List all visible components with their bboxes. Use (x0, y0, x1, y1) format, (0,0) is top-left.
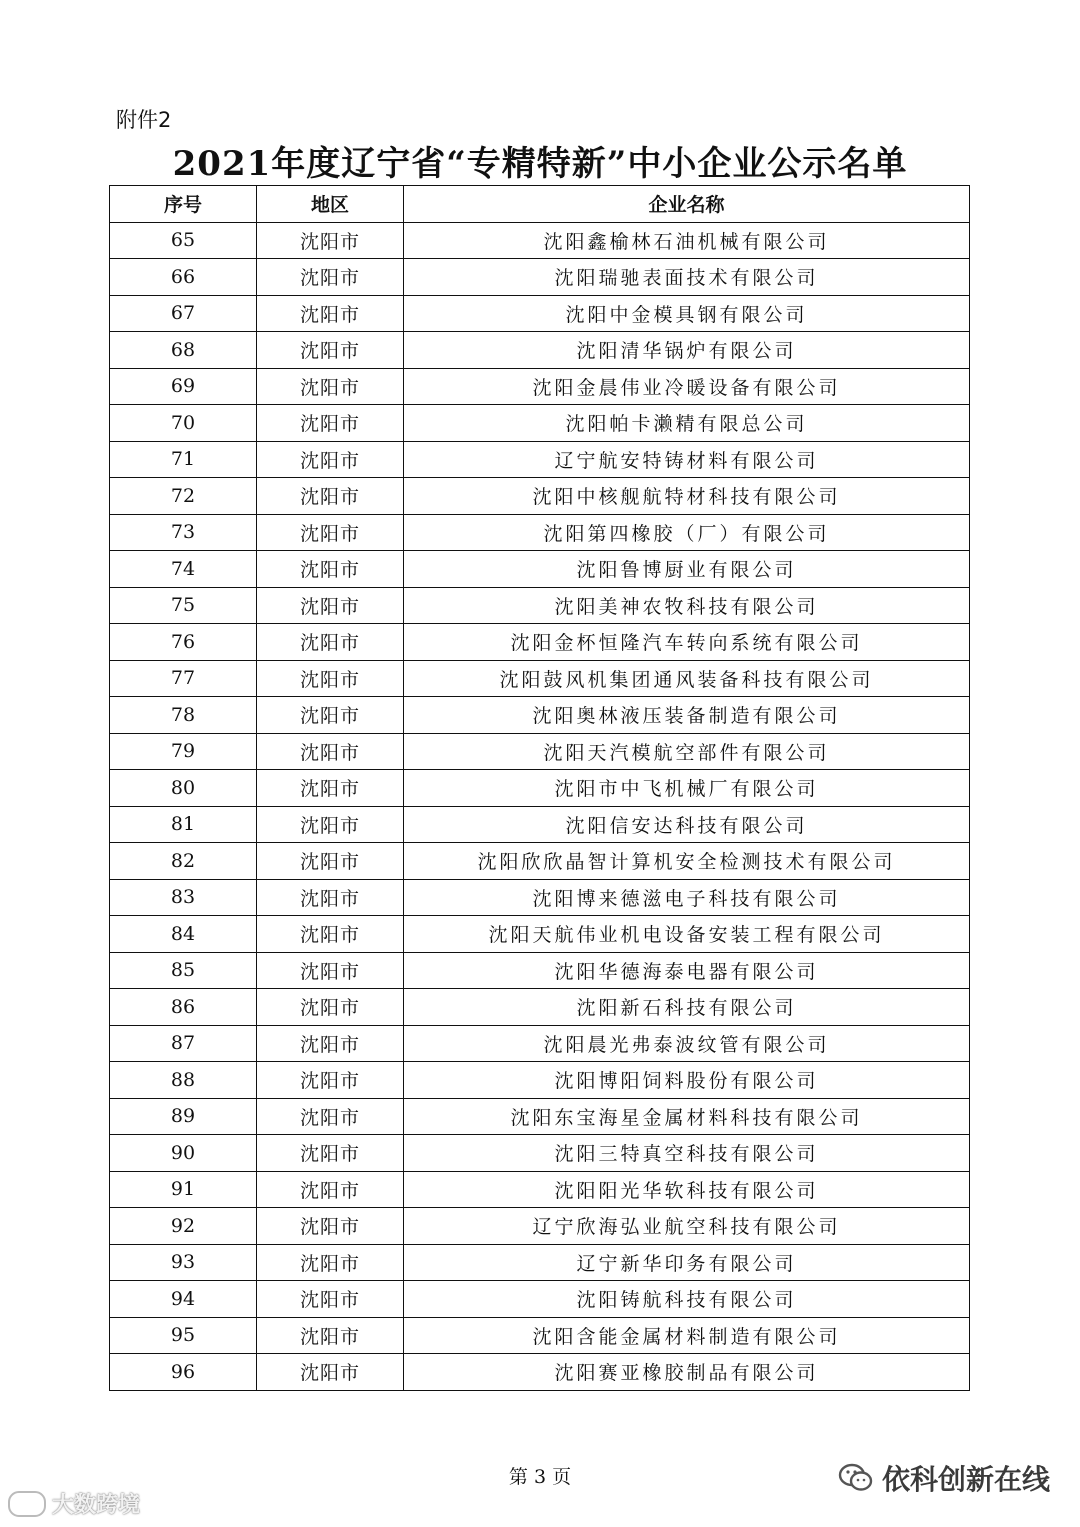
row-company: 沈阳博来德滋电子科技有限公司 (404, 879, 970, 916)
table-row (110, 952, 970, 989)
row-region: 沈阳市 (257, 733, 404, 770)
row-index: 74 (110, 551, 257, 588)
table-row (110, 332, 970, 369)
table-row (110, 405, 970, 442)
row-region: 沈阳市 (257, 1025, 404, 1062)
watermark-right-text: 依科创新在线 (882, 1463, 1051, 1496)
row-company: 沈阳欣欣晶智计算机安全检测技术有限公司 (404, 843, 970, 880)
row-index: 72 (110, 478, 257, 515)
row-company: 沈阳赛亚橡胶制品有限公司 (404, 1354, 970, 1391)
row-index: 83 (110, 879, 257, 916)
row-index: 92 (110, 1208, 257, 1245)
row-index: 89 (110, 1098, 257, 1135)
table-row (110, 770, 970, 807)
table-row (110, 1062, 970, 1099)
row-company: 沈阳美神农牧科技有限公司 (404, 587, 970, 624)
row-company: 沈阳新石科技有限公司 (404, 989, 970, 1026)
row-region: 沈阳市 (257, 295, 404, 332)
row-company: 沈阳中金模具钢有限公司 (404, 295, 970, 332)
table-row (110, 1281, 970, 1318)
table-row (110, 1025, 970, 1062)
table-row (110, 624, 970, 661)
row-index: 75 (110, 587, 257, 624)
row-index: 81 (110, 806, 257, 843)
row-index: 87 (110, 1025, 257, 1062)
watermark-left (8, 1488, 140, 1519)
row-region: 沈阳市 (257, 1135, 404, 1172)
row-region: 沈阳市 (257, 1098, 404, 1135)
row-company: 沈阳含能金属材料制造有限公司 (404, 1317, 970, 1354)
row-index: 94 (110, 1281, 257, 1318)
row-index: 85 (110, 952, 257, 989)
table-row (110, 222, 970, 259)
row-company: 沈阳阳光华软科技有限公司 (404, 1171, 970, 1208)
column-header-region: 地区 (257, 186, 404, 223)
table-row (110, 879, 970, 916)
row-index: 80 (110, 770, 257, 807)
row-company: 沈阳市中飞机械厂有限公司 (404, 770, 970, 807)
row-company: 沈阳清华锅炉有限公司 (404, 332, 970, 369)
row-company: 沈阳晨光弗泰波纹管有限公司 (404, 1025, 970, 1062)
row-company: 沈阳金杯恒隆汽车转向系统有限公司 (404, 624, 970, 661)
row-company: 沈阳鼓风机集团通风装备科技有限公司 (404, 660, 970, 697)
table-row (110, 295, 970, 332)
table-row (110, 806, 970, 843)
row-region: 沈阳市 (257, 989, 404, 1026)
wechat-icon (838, 1462, 874, 1494)
row-company: 辽宁欣海弘业航空科技有限公司 (404, 1208, 970, 1245)
row-region: 沈阳市 (257, 368, 404, 405)
row-region: 沈阳市 (257, 843, 404, 880)
row-index: 88 (110, 1062, 257, 1099)
row-region: 沈阳市 (257, 441, 404, 478)
row-company: 沈阳铸航科技有限公司 (404, 1281, 970, 1318)
table-row (110, 843, 970, 880)
row-index: 67 (110, 295, 257, 332)
page-number: 第 3 页 (508, 1466, 572, 1488)
row-region: 沈阳市 (257, 478, 404, 515)
row-company: 沈阳三特真空科技有限公司 (404, 1135, 970, 1172)
row-index: 66 (110, 259, 257, 296)
row-region: 沈阳市 (257, 1354, 404, 1391)
company-table (109, 185, 970, 1391)
table-row (110, 514, 970, 551)
row-company: 沈阳奥林液压装备制造有限公司 (404, 697, 970, 734)
table-row (110, 916, 970, 953)
table-body (110, 222, 970, 1390)
row-company: 沈阳天航伟业机电设备安装工程有限公司 (404, 916, 970, 953)
table-row (110, 697, 970, 734)
table-row (110, 259, 970, 296)
row-company: 沈阳第四橡胶（厂）有限公司 (404, 514, 970, 551)
table-row (110, 478, 970, 515)
table-row (110, 1171, 970, 1208)
row-region: 沈阳市 (257, 222, 404, 259)
row-region: 沈阳市 (257, 551, 404, 588)
row-company: 沈阳瑞驰表面技术有限公司 (404, 259, 970, 296)
row-region: 沈阳市 (257, 806, 404, 843)
row-company: 沈阳金晨伟业冷暖设备有限公司 (404, 368, 970, 405)
row-company: 沈阳天汽模航空部件有限公司 (404, 733, 970, 770)
table-row (110, 587, 970, 624)
row-index: 73 (110, 514, 257, 551)
column-header-company: 企业名称 (404, 186, 970, 223)
table-header-row (110, 186, 970, 223)
row-region: 沈阳市 (257, 1317, 404, 1354)
row-index: 78 (110, 697, 257, 734)
row-region: 沈阳市 (257, 952, 404, 989)
attachment-label: 附件2 (116, 108, 172, 132)
table-row (110, 1244, 970, 1281)
row-company: 沈阳华德海泰电器有限公司 (404, 952, 970, 989)
row-company: 沈阳鲁博厨业有限公司 (404, 551, 970, 588)
row-index: 65 (110, 222, 257, 259)
row-region: 沈阳市 (257, 1208, 404, 1245)
row-region: 沈阳市 (257, 1281, 404, 1318)
row-index: 77 (110, 660, 257, 697)
row-region: 沈阳市 (257, 770, 404, 807)
row-company: 沈阳东宝海星金属材料科技有限公司 (404, 1098, 970, 1135)
row-region: 沈阳市 (257, 1244, 404, 1281)
row-company: 沈阳中核舰航特材科技有限公司 (404, 478, 970, 515)
row-region: 沈阳市 (257, 624, 404, 661)
row-company: 辽宁航安特铸材料有限公司 (404, 441, 970, 478)
row-region: 沈阳市 (257, 1171, 404, 1208)
table-row (110, 1098, 970, 1135)
row-region: 沈阳市 (257, 514, 404, 551)
row-region: 沈阳市 (257, 332, 404, 369)
row-index: 68 (110, 332, 257, 369)
row-region: 沈阳市 (257, 587, 404, 624)
row-company: 沈阳鑫榆林石油机械有限公司 (404, 222, 970, 259)
row-index: 84 (110, 916, 257, 953)
table-row (110, 1208, 970, 1245)
table-row (110, 733, 970, 770)
table-row (110, 1135, 970, 1172)
row-index: 69 (110, 368, 257, 405)
row-index: 90 (110, 1135, 257, 1172)
watermark-left-text: 大数跨境 (52, 1493, 141, 1518)
row-company: 沈阳帕卡濑精有限总公司 (404, 405, 970, 442)
row-region: 沈阳市 (257, 405, 404, 442)
row-index: 91 (110, 1171, 257, 1208)
row-index: 96 (110, 1354, 257, 1391)
row-region: 沈阳市 (257, 1062, 404, 1099)
watermark-right (838, 1458, 1050, 1498)
row-index: 93 (110, 1244, 257, 1281)
row-index: 79 (110, 733, 257, 770)
row-index: 86 (110, 989, 257, 1026)
row-index: 71 (110, 441, 257, 478)
table-row (110, 989, 970, 1026)
row-index: 82 (110, 843, 257, 880)
row-region: 沈阳市 (257, 879, 404, 916)
brand-logo-icon (8, 1491, 46, 1517)
row-region: 沈阳市 (257, 916, 404, 953)
row-company: 沈阳信安达科技有限公司 (404, 806, 970, 843)
row-index: 70 (110, 405, 257, 442)
table-row (110, 368, 970, 405)
row-company: 辽宁新华印务有限公司 (404, 1244, 970, 1281)
table-row (110, 551, 970, 588)
row-index: 76 (110, 624, 257, 661)
row-index: 95 (110, 1317, 257, 1354)
table-row (110, 441, 970, 478)
page-title: 2021年度辽宁省“专精特新”中小企业公示名单 (172, 144, 908, 184)
table-row (110, 660, 970, 697)
row-region: 沈阳市 (257, 259, 404, 296)
row-company: 沈阳博阳饲料股份有限公司 (404, 1062, 970, 1099)
table-row (110, 1354, 970, 1391)
table-row (110, 1317, 970, 1354)
column-header-index: 序号 (110, 186, 257, 223)
row-region: 沈阳市 (257, 660, 404, 697)
row-region: 沈阳市 (257, 697, 404, 734)
